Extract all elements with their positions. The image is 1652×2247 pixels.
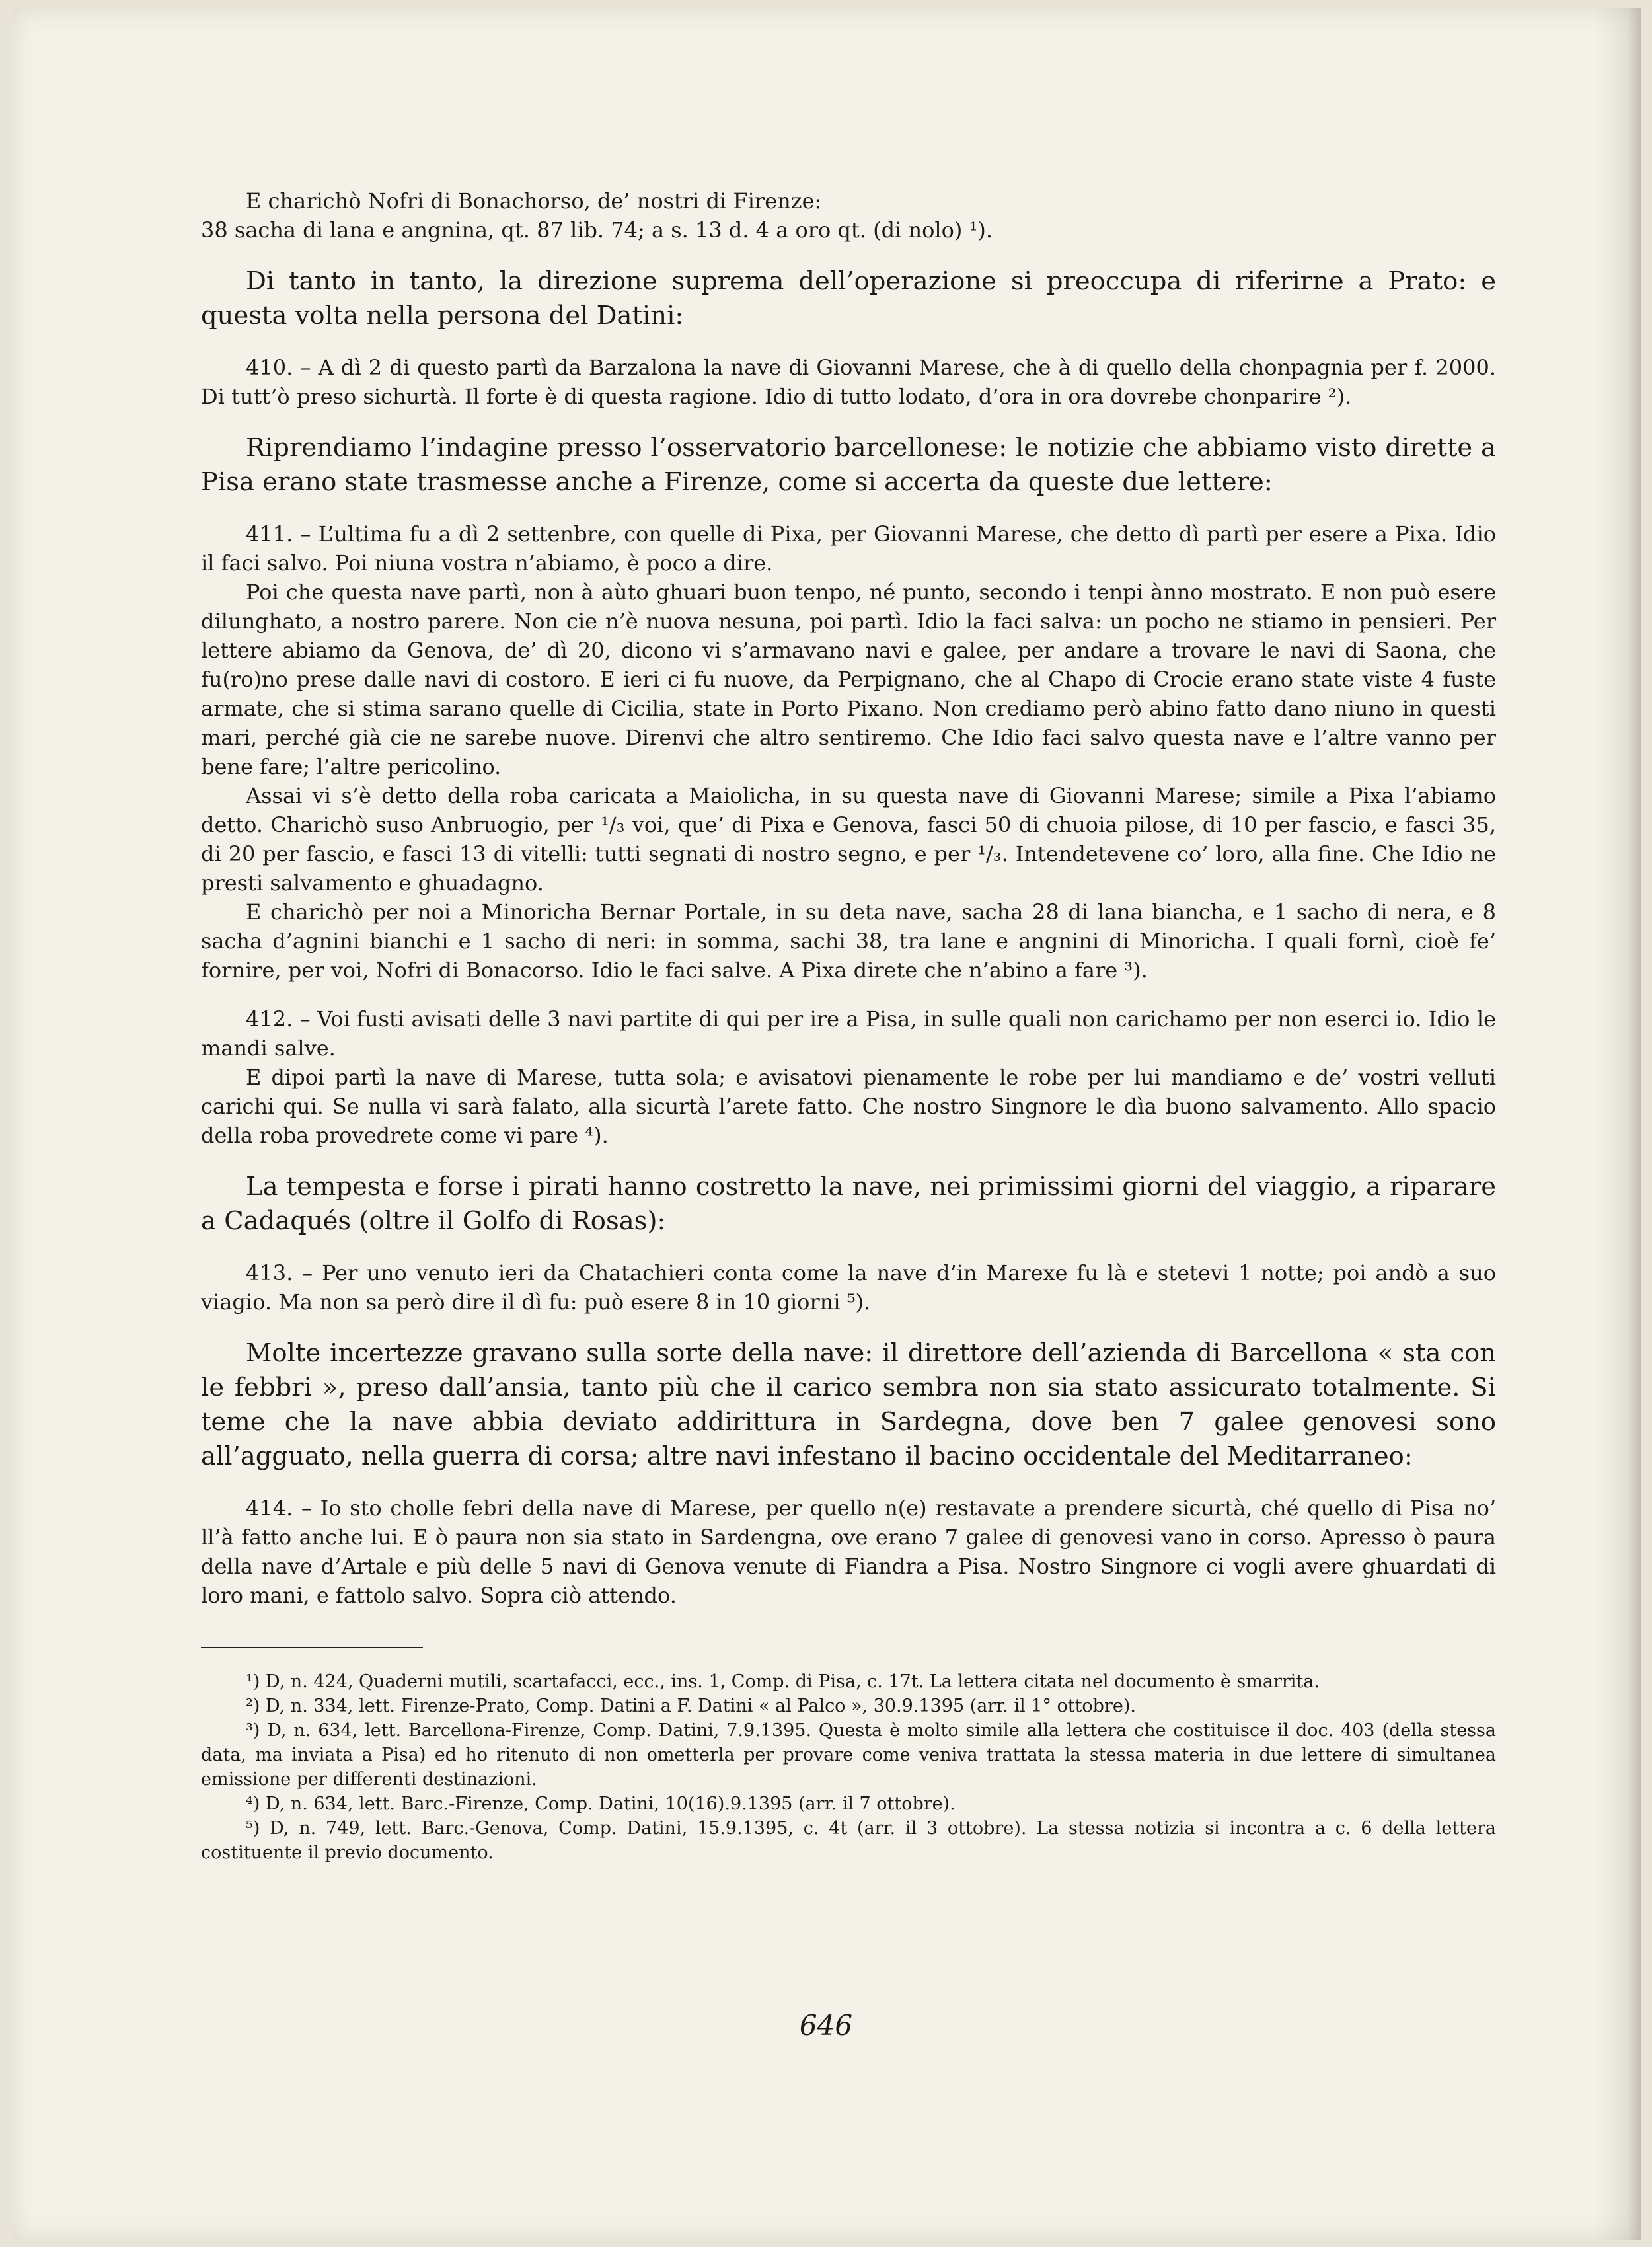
footnote [201, 1816, 1496, 1865]
document-411-para: Poi che questa nave partì, non à aùto ghuari buon tenpo, né punto, secondo i tenpi ànno mostrato. E non può esere dilunghato, a nostro parere. Non cie n’è nuova nesuna, poi partì. Idio la faci salva: un pocho ne stiamo in pensieri. Per lettere abiamo da Genova, de’ dì 20, dicono vi s’armavano navi e galee, per andare a trovare le navi di Saona, che fu(ro)no prese dalle navi di costoro. E ieri ci fu nuove, da Perpignano, che al Chapo di Crocie erano state viste 4 fuste armate, che si stima sarano quelle di Cicilia, state in Porto Pixano. Non crediamo però abino fatto dano niuno in questi mari, perché già cie ne sarebe nuove. Direnvi che altro sentiremo. Che Idio faci salvo questa nave e l’altre vanno per bene fare; l’altre pericolino. [201, 580, 1496, 779]
body-paragraph: Di tanto in tanto, la direzione suprema dell’operazione si preoccupa di riferirne a Prato: e questa volta nella persona del Datini: [201, 266, 1496, 330]
footnotes [201, 1669, 1496, 1865]
footnote-mark: ¹) [246, 1671, 260, 1692]
body-paragraph: Riprendiamo l’indagine presso l’osservatorio barcellonese: le notizie che abbiamo visto dirette a Pisa erano state trasmesse anche a Firenze, come si accerta da queste due lettere: [201, 433, 1496, 497]
footnote-mark: ³) [246, 1720, 260, 1741]
footnote-separator [201, 1647, 423, 1648]
footnote-text: D, n. 334, lett. Firenze-Prato, Comp. Datini a F. Datini « al Palco », 30.9.1395 (arr. il 1° ottobre). [265, 1696, 1136, 1716]
footnote-text: D, n. 749, lett. Barc.-Genova, Comp. Datini, 15.9.1395, c. 4t (arr. il 3 ottobre). La stessa notizia si incontra a c. 6 della lettera costituente il previo documento. [201, 1818, 1496, 1863]
page-content [201, 186, 1496, 1865]
document-411-para: 411. – L’ultima fu a dì 2 settenbre, con quelle di Pixa, per Giovanni Marese, che detto dì partì per esere a Pixa. Idio il faci salvo. Poi niuna vostra n’abiamo, è poco a dire. [201, 521, 1496, 576]
page-number: 646 [799, 2009, 853, 2041]
quote-line: E charichò Nofri di Bonachorso, de’ nostri di Firenze: [246, 188, 822, 213]
footnote-mark: ²) [246, 1696, 260, 1716]
footnote [201, 1792, 1496, 1816]
footnote [201, 1669, 1496, 1694]
body-paragraph: Molte incertezze gravano sulla sorte della nave: il direttore dell’azienda di Barcellona « sta con le febbri », preso dall’ansia, tanto più che il carico sembra non sia stato assicurato totalmente. Si teme che la nave abbia deviato addirittura in Sardegna, dove ben 7 galee genovesi sono all’agguato, nella guerra di corsa; altre navi infestano il bacino occidentale del Meditarraneo: [201, 1338, 1496, 1471]
footnote [201, 1718, 1496, 1792]
document-412-para: 412. – Voi fusti avisati delle 3 navi partite di qui per ire a Pisa, in sulle quali non carichamo per non eserci io. Idio le mandi salve. [201, 1007, 1496, 1061]
document-413: 413. – Per uno venuto ieri da Chatachieri conta come la nave d’in Marexe fu là e stetevi 1 notte; poi andò a suo viagio. Ma non sa però dire il dì fu: può esere 8 in 10 giorni ⁵). [201, 1260, 1496, 1314]
page-spine-shadow [1595, 8, 1641, 2240]
footnote-text: D, n. 634, lett. Barcellona-Firenze, Comp. Datini, 7.9.1395. Questa è molto simile alla lettera che costituisce il doc. 403 (della stessa data, ma inviata a Pisa) ed ho ritenuto di non ometterla per provare come veniva trattata la stessa materia in due lettere di simultanea emissione per differenti destinazioni. [201, 1720, 1496, 1790]
footnote [201, 1694, 1496, 1718]
footnote-text: D, n. 634, lett. Barc.-Firenze, Comp. Datini, 10(16).9.1395 (arr. il 7 ottobre). [265, 1794, 956, 1814]
document-410: 410. – A dì 2 di questo partì da Barzalona la nave di Giovanni Marese, che à di quello della chonpagnia per f. 2000. Di tutt’ò preso sichurtà. Il forte è di questa ragione. Idio di tutto lodato, d’ora in ora dovrebe chonparire ²). [201, 355, 1496, 409]
book-page [12, 8, 1641, 2240]
body-paragraph: La tempesta e forse i pirati hanno costretto la nave, nei primissimi giorni del viaggio, a riparare a Cadaqués (oltre il Golfo di Rosas): [201, 1172, 1496, 1236]
footnote-text: D, n. 424, Quaderni mutili, scartafacci, ecc., ins. 1, Comp. di Pisa, c. 17t. La lettera citata nel documento è smarrita. [265, 1671, 1320, 1692]
footnote-mark: ⁵) [246, 1818, 260, 1839]
document-412-para: E dipoi partì la nave di Marese, tutta sola; e avisatovi pienamente le robe per lui mandiamo e de’ vostri velluti carichi qui. Se nulla vi sarà falato, alla sicurtà l’arete fatto. Che nostro Singnore le dìa buono salvamento. Allo spacio della roba provedrete come vi pare ⁴). [201, 1065, 1496, 1148]
document-414: 414. – Io sto cholle febri della nave di Marese, per quello n(e) restavate a prendere sicurtà, ché quello di Pisa no’ ll’à fatto anche lui. E ò paura non sia stato in Sardengna, ove erano 7 galee di genovesi vano in corso. Apresso ò paura della nave d’Artale e più delle 5 navi di Genova venute di Fiandra a Pisa. Nostro Singnore ci vogli avere ghuardati di loro mani, e fattolo salvo. Sopra ciò attendo. [201, 1496, 1496, 1608]
document-411-para: E charichò per noi a Minoricha Bernar Portale, in su deta nave, sacha 28 di lana biancha, e 1 sacho di nera, e 8 sacha d’agnini bianchi e 1 sacho di neri: in somma, sachi 38, tra lane e angnini di Minoricha. I quali fornì, cioè fe’ fornire, per voi, Nofri di Bonacorso. Idio le faci salve. A Pixa direte che n’abino a fare ³). [201, 899, 1496, 983]
footnote-mark: ⁴) [246, 1794, 260, 1814]
quote-line: 38 sacha di lana e angnina, qt. 87 lib. 74; a s. 13 d. 4 a oro qt. (di nolo) ¹). [201, 217, 993, 243]
document-411-para: Assai vi s’è detto della roba caricata a Maiolicha, in su questa nave di Giovanni Marese; simile a Pixa l’abiamo detto. Charichò suso Anbruogio, per ¹/₃ voi, que’ di Pixa e Genova, fasci 50 di chuoia pilose, di 10 per fascio, e fasci 35, di 20 per fascio, e fasci 13 di vitelli: tutti segnati di nostro segno, e per ¹/₃. Intendetevene co’ loro, alla fine. Che Idio ne presti salvamento e ghuadagno. [201, 783, 1496, 895]
